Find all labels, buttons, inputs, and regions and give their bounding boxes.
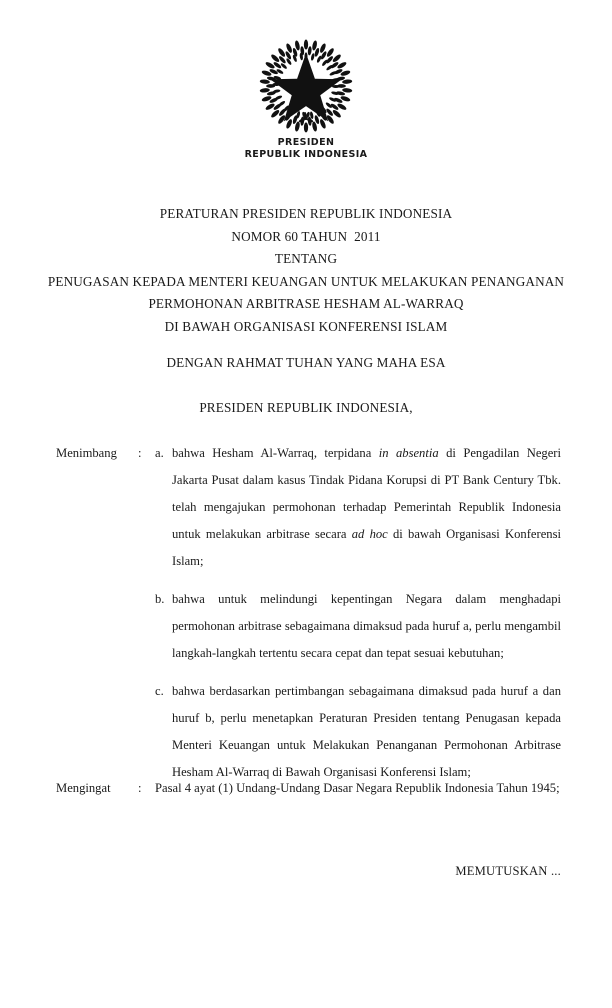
considering-item-b [155,586,561,667]
considering-item-a-part1: bahwa Hesham Al-Warraq, terpidana [172,446,379,460]
considering-item-b-marker: b. [155,592,165,606]
title-line-tentang: TENTANG [274,251,338,266]
considering-item-b-text: bahwa untuk melindungi kepentingan Negara dalam menghadapi permohonan arbitrase sebagaimana dimaksud pada huruf a, perlu mengambil langkah-langkah tertentu secara cepat dan tepat sesuai kebutuhan; [172,592,561,660]
considering-label: Menimbang [56,446,117,460]
emblem-caption-line2: REPUBLIK INDONESIA [244,149,368,160]
emblem-caption-line1: PRESIDEN [277,137,335,148]
considering-item-a-part3: di bawah Organisasi Konferensi Islam; [172,527,561,568]
considering-item-a-italic1: in absentia [378,446,439,460]
title-line-subject-3: DI BAWAH ORGANISASI KONFERENSI ISLAM [164,318,448,334]
title-line-subject-1: PENUGASAN KEPADA MENTERI KEUANGAN UNTUK MELAKUKAN PENANGANAN [47,273,565,289]
title-line-subject-2: PERMOHONAN ARBITRASE HESHAM AL-WARRAQ [148,296,464,311]
subheading-block [28,352,584,419]
considering-item-c-text: bahwa berdasarkan pertimbangan sebagaimana dimaksud pada huruf a dan huruf b, perlu menetapkan Peraturan Presiden tentang Penugasan kepada Menteri Keuangan untuk Melakukan Penanganan Permohonan Arbitrase Hesham Al-Warraq di Bawah Organisasi Konferensi Islam; [172,684,561,779]
considering-item-a-part2: di Pengadilan Negeri Jakarta Pusat dalam kasus Tindak Pidana Korupsi di PT Bank Century Tbk. telah mengajukan permohonan terhadap Pemerintah Republik Indonesia untuk melakukan arbitrase secara [172,446,561,541]
authority-line: PRESIDEN REPUBLIK INDONESIA, [199,399,413,415]
recalling-colon: : [138,781,142,795]
recalling-section [56,775,561,802]
recalling-label: Mengingat [56,781,111,795]
considering-row [56,440,561,786]
considering-item-a-marker: a. [155,446,164,460]
recalling-row [56,775,561,802]
garuda-star-wreath-emblem [254,38,358,134]
title-line-regulation-type: PERATURAN PRESIDEN REPUBLIK INDONESIA [159,206,453,221]
blessing-line: DENGAN RAHMAT TUHAN YANG MAHA ESA [166,355,446,370]
considering-section [56,440,561,786]
considering-item-a-text [172,440,561,575]
recalling-body [155,775,561,802]
continuation-note: MEMUTUSKAN ... [455,864,561,878]
considering-item-c-marker: c. [155,684,164,698]
document-title-block [28,203,584,338]
considering-item-c [155,678,561,786]
emblem-block [0,38,612,161]
emblem-caption [0,137,612,161]
considering-colon: : [138,446,142,460]
considering-item-a-italic2: ad hoc [351,527,388,541]
considering-items [155,440,561,786]
recalling-text: Pasal 4 ayat (1) Undang-Undang Dasar Negara Republik Indonesia Tahun 1945; [155,781,560,795]
title-line-number-year: NOMOR 60 TAHUN 2011 [231,228,381,244]
considering-item-a [155,440,561,575]
